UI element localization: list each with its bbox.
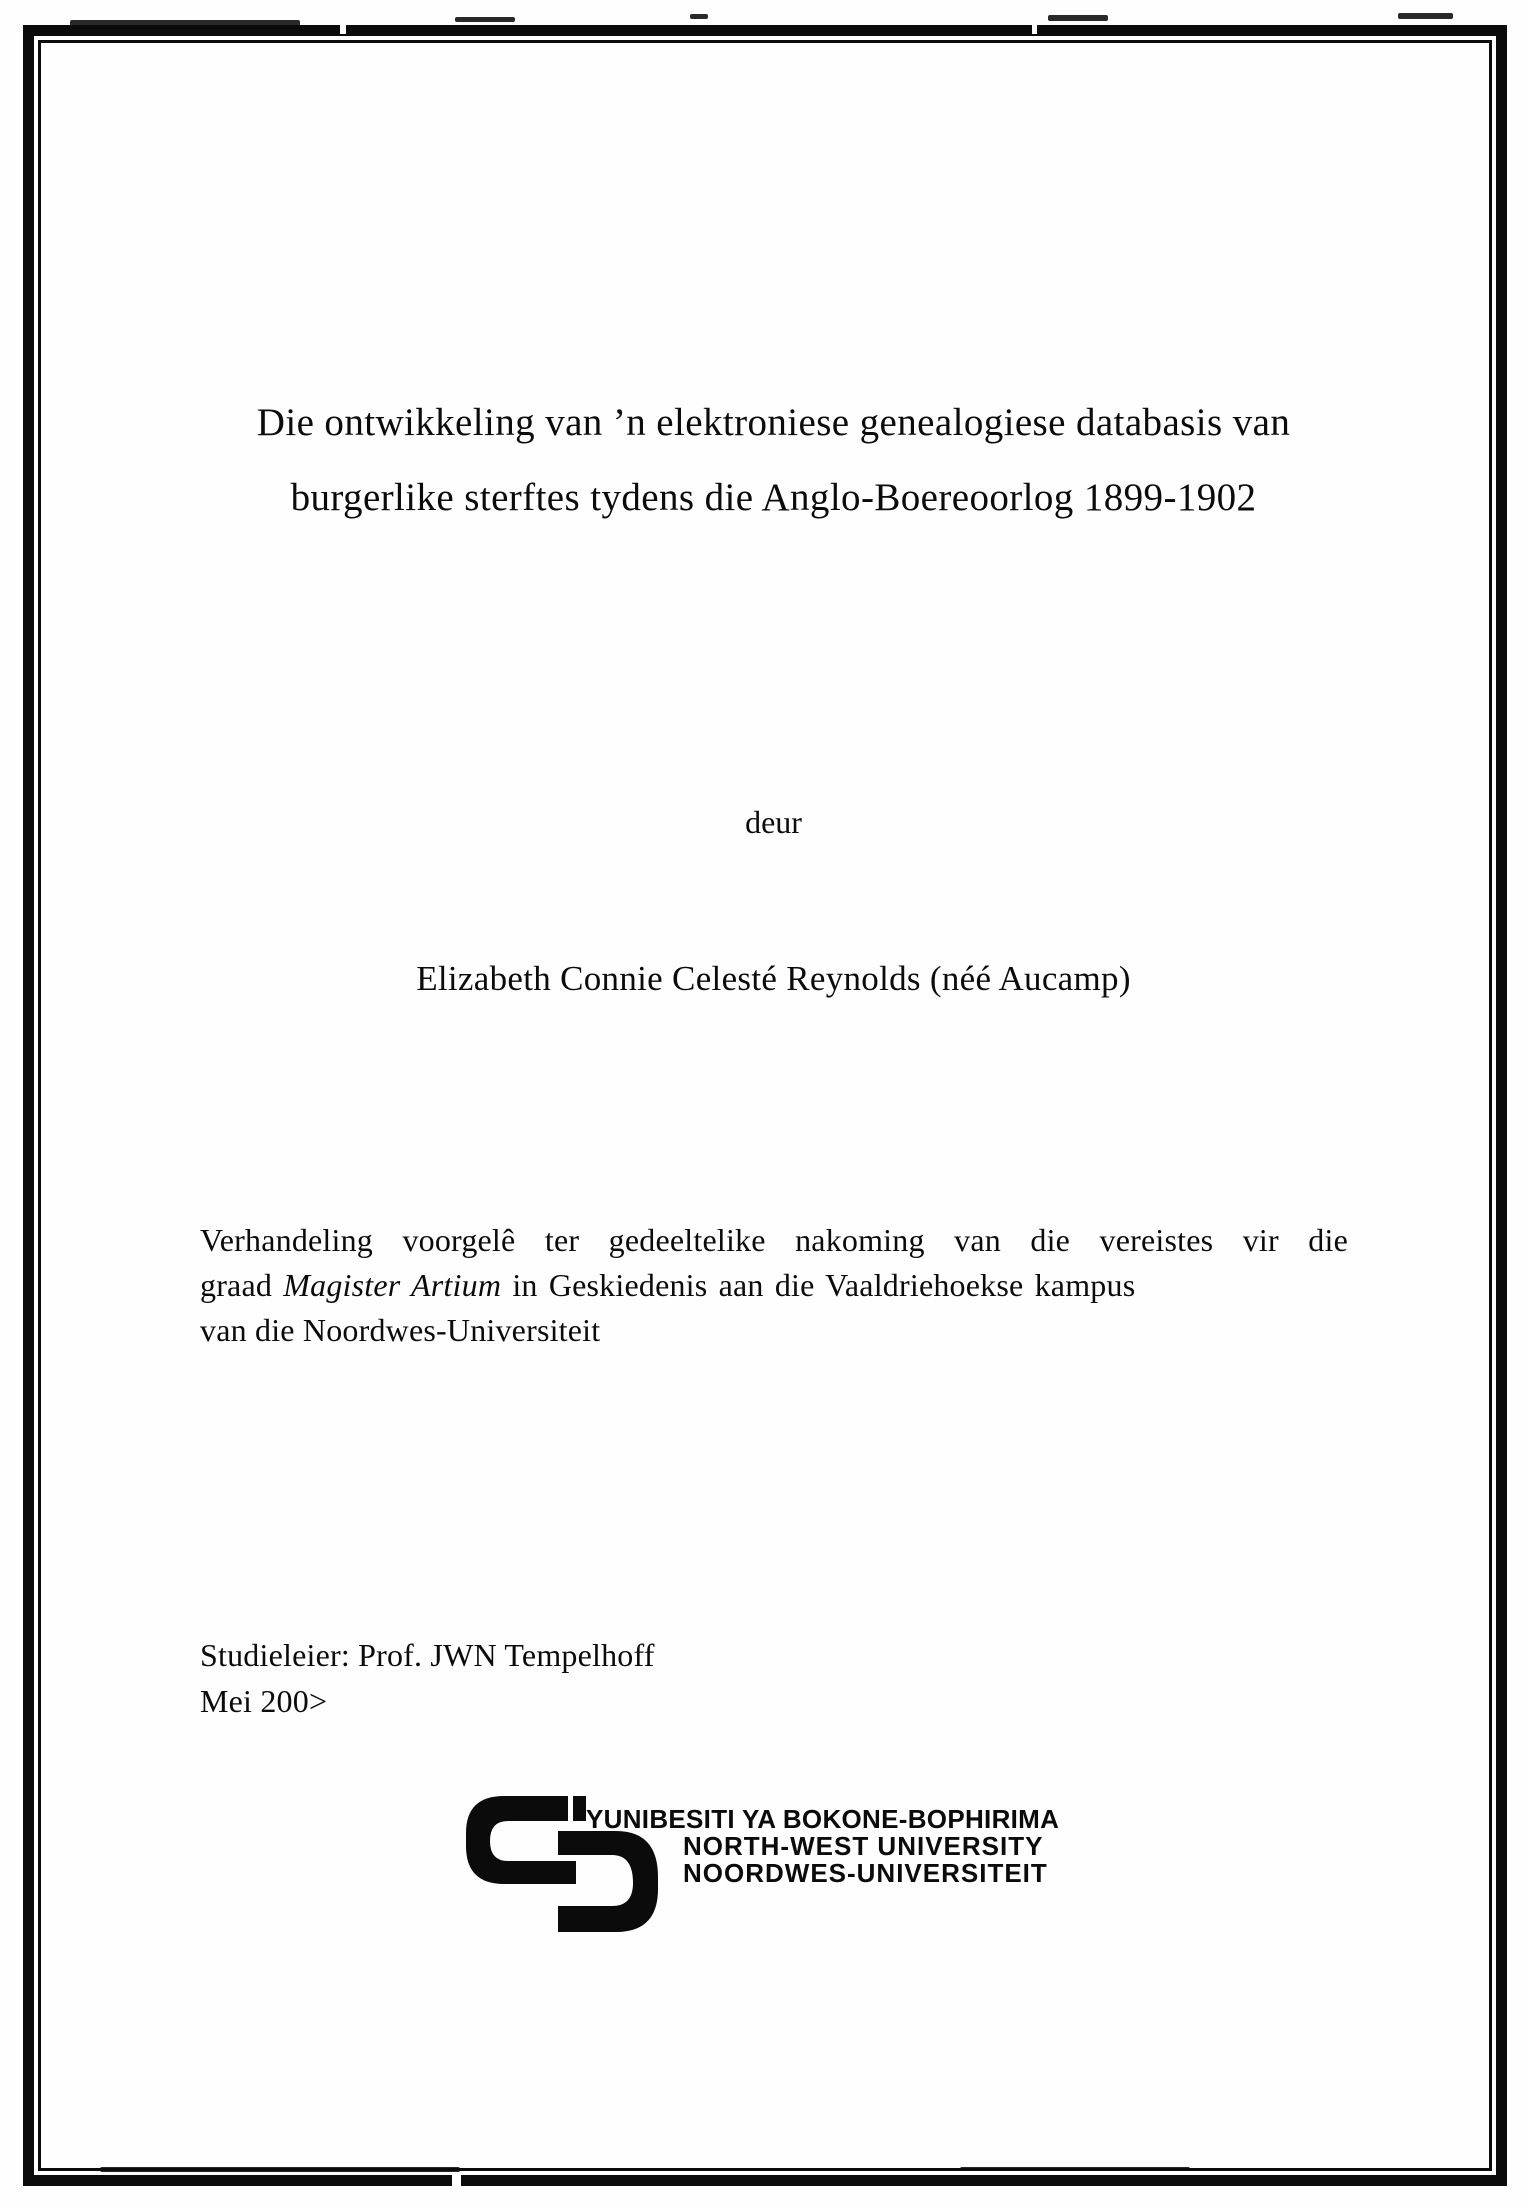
submission-line1: Verhandeling voorgelê ter gedeeltelike nakoming van die vereistes vir die bbox=[200, 1222, 1348, 1258]
scan-artifact bbox=[452, 2174, 461, 2187]
scan-artifact bbox=[690, 14, 708, 19]
byline-label: deur bbox=[745, 804, 802, 840]
nwu-logo-link-nub bbox=[573, 1796, 586, 1821]
degree-name: Magister Artium bbox=[283, 1267, 502, 1303]
date-line: Mei 200> bbox=[200, 1683, 328, 1719]
author-name: Elizabeth Connie Celesté Reynolds (néé Aucamp) bbox=[416, 959, 1131, 998]
submission-line2-post: in Geskiedenis aan die Vaaldriehoekse kampus bbox=[501, 1267, 1136, 1303]
scan-artifact bbox=[1048, 15, 1108, 21]
thesis-title bbox=[60, 385, 1487, 535]
logo-line-afrikaans: NOORDWES-UNIVERSITEIT bbox=[683, 1858, 1048, 1888]
scan-artifact bbox=[1032, 25, 1037, 34]
supervisor-block bbox=[200, 1632, 1100, 1724]
scan-artifact bbox=[1398, 13, 1453, 19]
supervisor-line: Studieleier: Prof. JWN Tempelhoff bbox=[200, 1637, 655, 1673]
logo-line-english: NORTH-WEST UNIVERSITY bbox=[683, 1831, 1044, 1861]
thesis-title-line2: burgerlike sterftes tydens die Anglo-Boereoorlog 1899-1902 bbox=[290, 476, 1257, 519]
scan-artifact bbox=[340, 25, 346, 34]
submission-statement bbox=[200, 1218, 1348, 1353]
thesis-title-line1: Die ontwikkeling van ’n elektroniese genealogiese databasis van bbox=[256, 401, 1291, 444]
submission-line2 bbox=[200, 1263, 1348, 1308]
university-logo-text bbox=[586, 1806, 1059, 1887]
submission-line3: van die Noordwes-Universiteit bbox=[200, 1312, 601, 1348]
logo-line-setswana: YUNIBESITI YA BOKONE-BOPHIRIMA bbox=[586, 1804, 1060, 1834]
submission-line2-pre: graad bbox=[200, 1267, 284, 1303]
scan-artifact bbox=[455, 17, 515, 22]
